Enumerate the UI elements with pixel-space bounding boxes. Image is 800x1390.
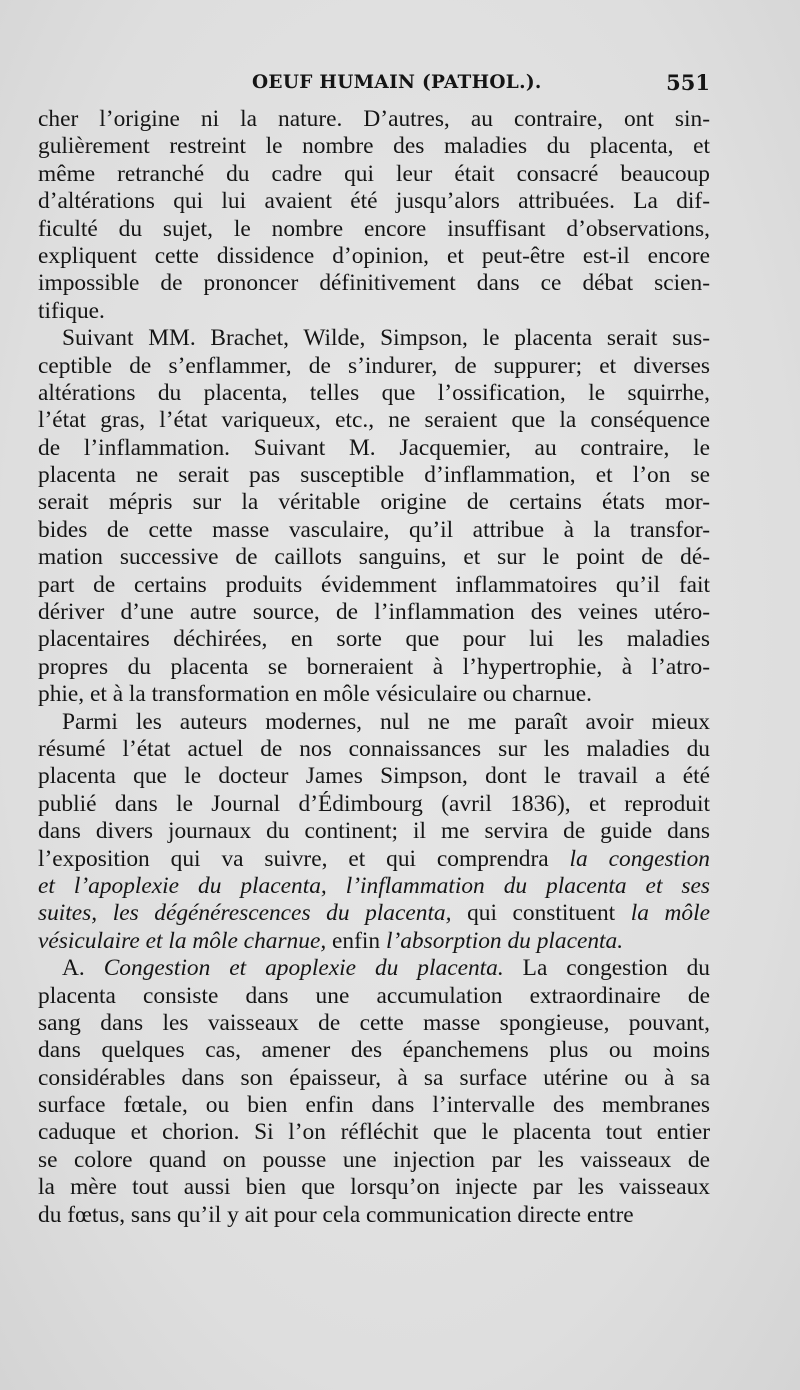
text-run: dériver d’une autre source, de l’inflammation des veines utéro- [38, 599, 710, 626]
text-line [38, 1147, 710, 1174]
text-line [38, 188, 710, 215]
text-line [38, 298, 710, 325]
text-line [38, 270, 710, 297]
text-line [38, 353, 710, 380]
text-line [38, 1202, 710, 1229]
text-run: phie, et à la transformation en môle vésiculaire ou charnue. [38, 681, 593, 708]
text-line [38, 1174, 710, 1201]
text-run: placenta que le docteur James Simpson, dont le travail a été [38, 763, 710, 790]
text-line [38, 709, 710, 736]
text-line [38, 1010, 710, 1037]
text-line [38, 243, 710, 270]
text-line [38, 1092, 710, 1119]
text-run: impossible de prononcer définitivement dans ce débat scien- [38, 270, 710, 297]
text-run: publié dans le Journal d’Édimbourg (avril 1836), et reproduit [38, 790, 710, 817]
text-run: cher l’origine ni la nature. D’autres, au contraire, ont sin- [38, 106, 710, 132]
text-line [38, 928, 710, 955]
italic-text: vésiculaire et la môle charnue, [38, 927, 327, 954]
paragraph [38, 709, 710, 956]
text-run: gulièrement restreint le nombre des maladies du placenta, et [38, 133, 710, 160]
text-run: d’altérations qui lui avaient été jusqu’alors attribuées. La dif- [38, 188, 710, 215]
text-run: expliquent cette dissidence d’opinion, et peut-être est-il encore [38, 242, 710, 269]
text-run: résumé l’état actuel de nos connaissances sur les maladies du [38, 735, 710, 762]
text-line [38, 736, 710, 763]
text-run: caduque et chorion. Si l’on réfléchit que le placenta tout entier [38, 1119, 710, 1146]
text-line [38, 407, 710, 434]
text-run: placenta consiste dans une accumulation extraordinaire de [38, 982, 710, 1009]
text-run: l’exposition qui va suivre, et qui comprendra [38, 845, 570, 872]
text-run: de l’inflammation. Suivant M. Jacquemier, au contraire, le [38, 434, 710, 461]
text-run: Parmi les auteurs modernes, nul ne me paraît avoir mieux [62, 708, 710, 735]
text-run: part de certains produits évidemment inflammatoires qu’il fait [38, 571, 710, 598]
text-run: serait mépris sur la véritable origine de certains états mor- [38, 489, 710, 516]
text-line [38, 161, 710, 188]
text-line [38, 681, 710, 708]
text-line [38, 599, 710, 626]
text-line [38, 763, 710, 790]
italic-text: la môle [630, 900, 711, 927]
text-line [38, 435, 710, 462]
text-run: ficulté du sujet, le nombre encore insuffisant d’observations, [38, 215, 710, 242]
italic-text: la congestion [569, 845, 710, 872]
text-line [38, 1065, 710, 1092]
text-run: propres du placenta se borneraient à l’hypertrophie, à l’atro- [38, 653, 710, 680]
italic-text: et l’apoplexie du placenta, l’inflammation du placenta et ses [38, 872, 710, 899]
text-line [38, 489, 710, 516]
text-run: placentaires déchirées, en sorte que pour lui les maladies [38, 626, 710, 653]
body-text [38, 106, 710, 1229]
text-line [38, 873, 710, 900]
text-run: se colore quand on pousse une injection par les vaisseaux de [38, 1146, 710, 1173]
paragraph [38, 106, 710, 325]
text-line [38, 216, 710, 243]
text-run: placenta ne serait pas susceptible d’inflammation, et l’on se [38, 462, 710, 489]
text-run: du fœtus, sans qu’il y ait pour cela communication directe entre [38, 1201, 634, 1228]
text-run: ceptible de s’enflammer, de s’indurer, de suppurer; et diverses [38, 352, 710, 379]
text-run: même retranché du cadre qui leur était consacré beaucoup [38, 160, 710, 187]
text-run: La congestion du [503, 955, 710, 982]
running-title: OEUF HUMAIN (PATHOL.). [252, 72, 542, 93]
text-run: A. [62, 955, 104, 982]
text-run: surface fœtale, ou bien enfin dans l’intervalle des membranes [38, 1092, 710, 1119]
text-line [38, 983, 710, 1010]
running-header [40, 72, 710, 102]
text-line [38, 517, 710, 544]
text-run: sang dans les vaisseaux de cette masse spongieuse, pouvant, [38, 1009, 710, 1036]
paragraph [38, 325, 710, 708]
text-line [38, 325, 710, 352]
text-run: enfin [326, 927, 386, 954]
italic-text: suites, les dégénérescences du placenta, [38, 900, 452, 927]
text-line [38, 133, 710, 160]
text-line [38, 654, 710, 681]
text-run: altérations du placenta, telles que l’ossification, le squirrhe, [38, 379, 710, 406]
page-number: 551 [666, 70, 710, 95]
italic-text: l’absorption du placenta. [385, 927, 624, 954]
text-run: dans divers journaux du continent; il me servira de guide dans [38, 818, 710, 845]
text-run: la mère tout aussi bien que lorsqu’on injecte par les vaisseaux [38, 1174, 710, 1201]
text-line [38, 572, 710, 599]
text-line [38, 380, 710, 407]
text-line [38, 626, 710, 653]
text-line [38, 462, 710, 489]
text-run: tifique. [38, 297, 105, 324]
text-line [38, 1119, 710, 1146]
text-line [38, 955, 710, 982]
text-run: l’état gras, l’état variqueux, etc., ne seraient que la conséquence [38, 407, 710, 434]
text-line [38, 900, 710, 927]
text-run: mation successive de caillots sanguins, et sur le point de dé- [38, 544, 710, 571]
text-run: dans quelques cas, amener des épanchemens plus ou moins [38, 1037, 710, 1064]
text-run: Suivant MM. Brachet, Wilde, Simpson, le placenta serait sus- [62, 325, 710, 352]
paragraph [38, 955, 710, 1229]
text-run: qui constituent [451, 900, 631, 927]
text-run: bides de cette masse vasculaire, qu’il attribue à la transfor- [38, 516, 710, 543]
text-line [38, 1037, 710, 1064]
text-line [38, 791, 710, 818]
text-line [38, 544, 710, 571]
text-run: considérables dans son épaisseur, à sa surface utérine ou à sa [38, 1064, 710, 1091]
text-line [38, 846, 710, 873]
italic-text: Congestion et apoplexie du placenta. [103, 955, 504, 982]
text-line [38, 818, 710, 845]
text-line [38, 106, 710, 133]
